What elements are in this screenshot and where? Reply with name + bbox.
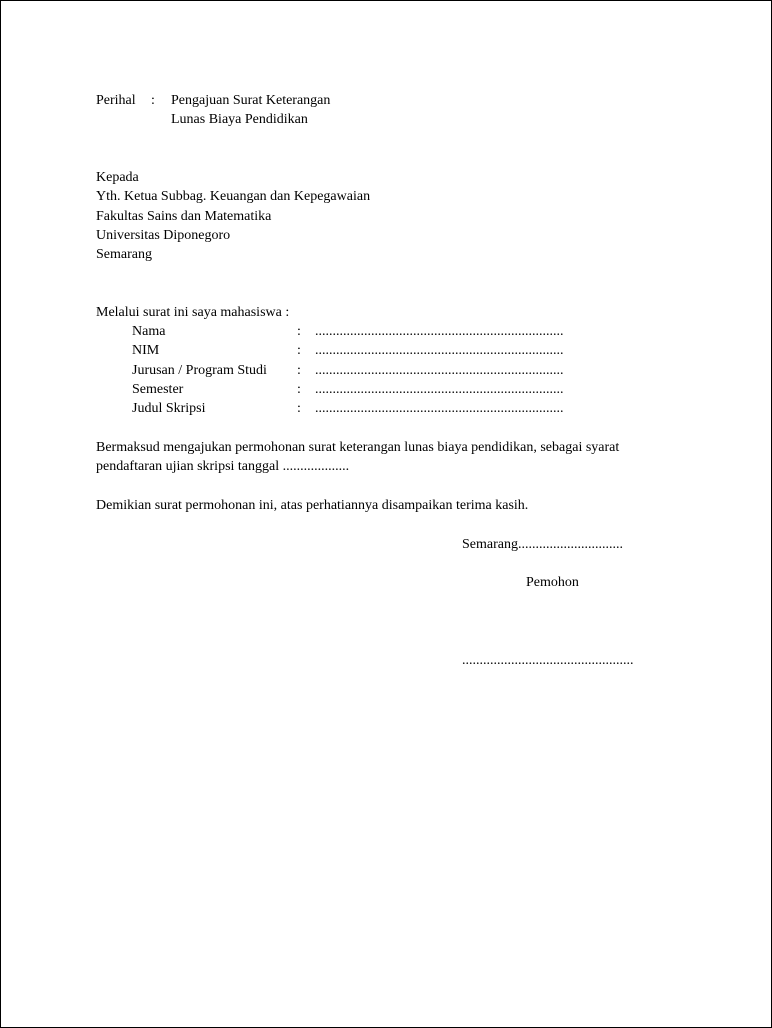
field-colon: : <box>297 324 301 339</box>
signature-place-date: Semarang.............................. <box>462 537 623 552</box>
field-colon: : <box>297 382 301 397</box>
field-colon: : <box>297 401 301 416</box>
body-line-2: pendaftaran ujian skripsi tanggal ................... <box>96 459 350 474</box>
subject-label: Perihal <box>96 93 136 108</box>
intro-text: Melalui surat ini saya mahasiswa : <box>96 305 290 320</box>
recipient-line-5: Semarang <box>96 247 152 262</box>
recipient-line-3: Fakultas Sains dan Matematika <box>96 209 272 224</box>
closing-text: Demikian surat permohonan ini, atas perhatiannya disampaikan terima kasih. <box>96 498 529 513</box>
field-colon: : <box>297 343 301 358</box>
subject-colon: : <box>151 93 155 108</box>
body-line-1: Bermaksud mengajukan permohonan surat keterangan lunas biaya pendidikan, sebagai syarat <box>96 440 620 455</box>
subject-line-1: Pengajuan Surat Keterangan <box>171 93 331 108</box>
field-value-nim: ....................................................................... <box>315 343 564 358</box>
field-value-jurusan: ....................................................................... <box>315 363 564 378</box>
signature-title: Pemohon <box>526 575 579 590</box>
recipient-line-2: Yth. Ketua Subbag. Keuangan dan Kepegawaian <box>96 189 371 204</box>
field-label-nim: NIM <box>132 343 160 358</box>
field-value-judul-skripsi: ....................................................................... <box>315 401 564 416</box>
subject-line-2: Lunas Biaya Pendidikan <box>171 112 308 127</box>
recipient-line-1: Kepada <box>96 170 139 185</box>
field-label-semester: Semester <box>132 382 184 397</box>
field-value-semester: ....................................................................... <box>315 382 564 397</box>
recipient-line-4: Universitas Diponegoro <box>96 228 231 243</box>
field-value-nama: ....................................................................... <box>315 324 564 339</box>
field-label-jurusan: Jurusan / Program Studi <box>132 363 267 378</box>
signature-name-line: ................................................. <box>462 653 634 668</box>
field-label-judul-skripsi: Judul Skripsi <box>132 401 206 416</box>
field-label-nama: Nama <box>132 324 166 339</box>
field-colon: : <box>297 363 301 378</box>
